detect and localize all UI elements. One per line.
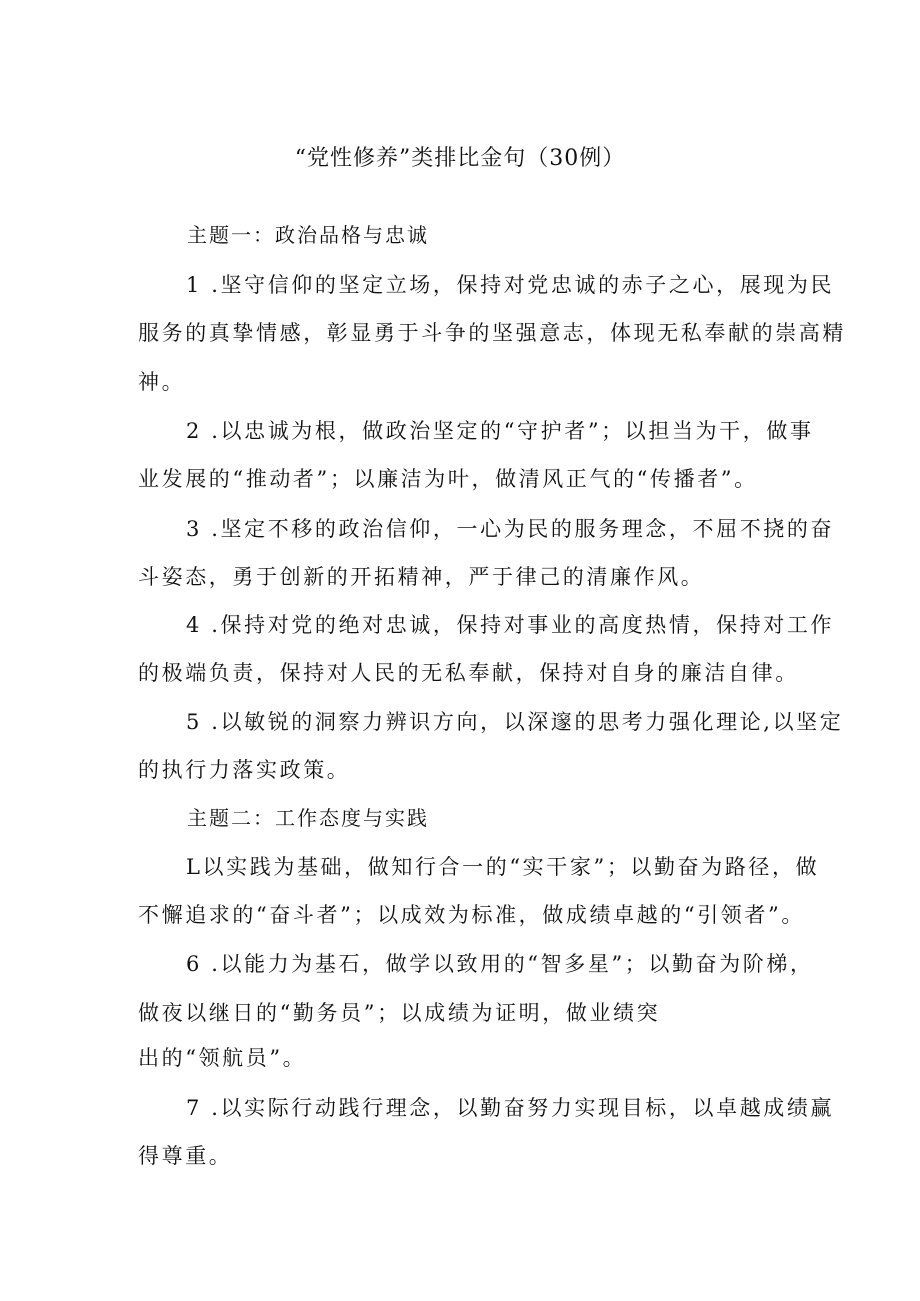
paragraph-line: 3 .坚定不移的政治信仰，一心为民的服务理念，不屈不挠的奋	[186, 517, 835, 541]
paragraph-line: 出的“领航员”。	[138, 1046, 307, 1070]
paragraph-line: 做夜以继日的“勤务员”；以成绩为证明，做业绩突	[138, 1001, 661, 1025]
paragraph-line: 7 .以实际行动践行理念，以勤奋努力实现目标，以卓越成绩赢	[186, 1096, 835, 1120]
section-heading: 主题二：工作态度与实践	[187, 806, 429, 830]
paragraph-line: 1 .坚守信仰的坚定立场，保持对党忠诚的赤子之心，展现为民	[186, 273, 835, 297]
paragraph-line: 4 .保持对党的绝对忠诚，保持对事业的高度热情，保持对工作	[186, 613, 835, 637]
paragraph-line: 不懈追求的“奋斗者”；以成效为标准，做成绩卓越的“引领者”。	[138, 903, 805, 927]
paragraph-line: 的执行力落实政策。	[138, 758, 351, 782]
paragraph-line: 5 .以敏锐的洞察力辨识方向，以深邃的思考力强化理论,以坚定	[186, 710, 844, 734]
paragraph-line: 2 .以忠诚为根，做政治坚定的“守护者”；以担当为干，做事	[186, 419, 814, 443]
paragraph-line: L以实践为基础，做知行合一的“实干家”；以勤奋为路径，做	[186, 855, 820, 879]
paragraph-line: 的极端负责，保持对人民的无私奉献，保持对自身的廉洁自律。	[138, 661, 799, 685]
paragraph-line: 业发展的“推动者”；以廉洁为叶，做清风正气的“传播者”。	[138, 467, 758, 491]
paragraph-line: 6 .以能力为基石，做学以致用的“智多星”；以勤奋为阶梯，	[186, 952, 814, 976]
paragraph-line: 得尊重。	[138, 1144, 233, 1168]
document-title: “党性修养”类排比金句（30例）	[294, 146, 626, 171]
section-heading: 主题一：政治品格与忠诚	[187, 223, 429, 247]
paragraph-line: 斗姿态，勇于创新的开拓精神，严于律己的清廉作风。	[138, 565, 705, 589]
paragraph-line: 服务的真挚情感，彰显勇于斗争的坚强意志，体现无私奉献的崇高精	[138, 321, 846, 345]
paragraph-line: 神。	[138, 370, 186, 394]
